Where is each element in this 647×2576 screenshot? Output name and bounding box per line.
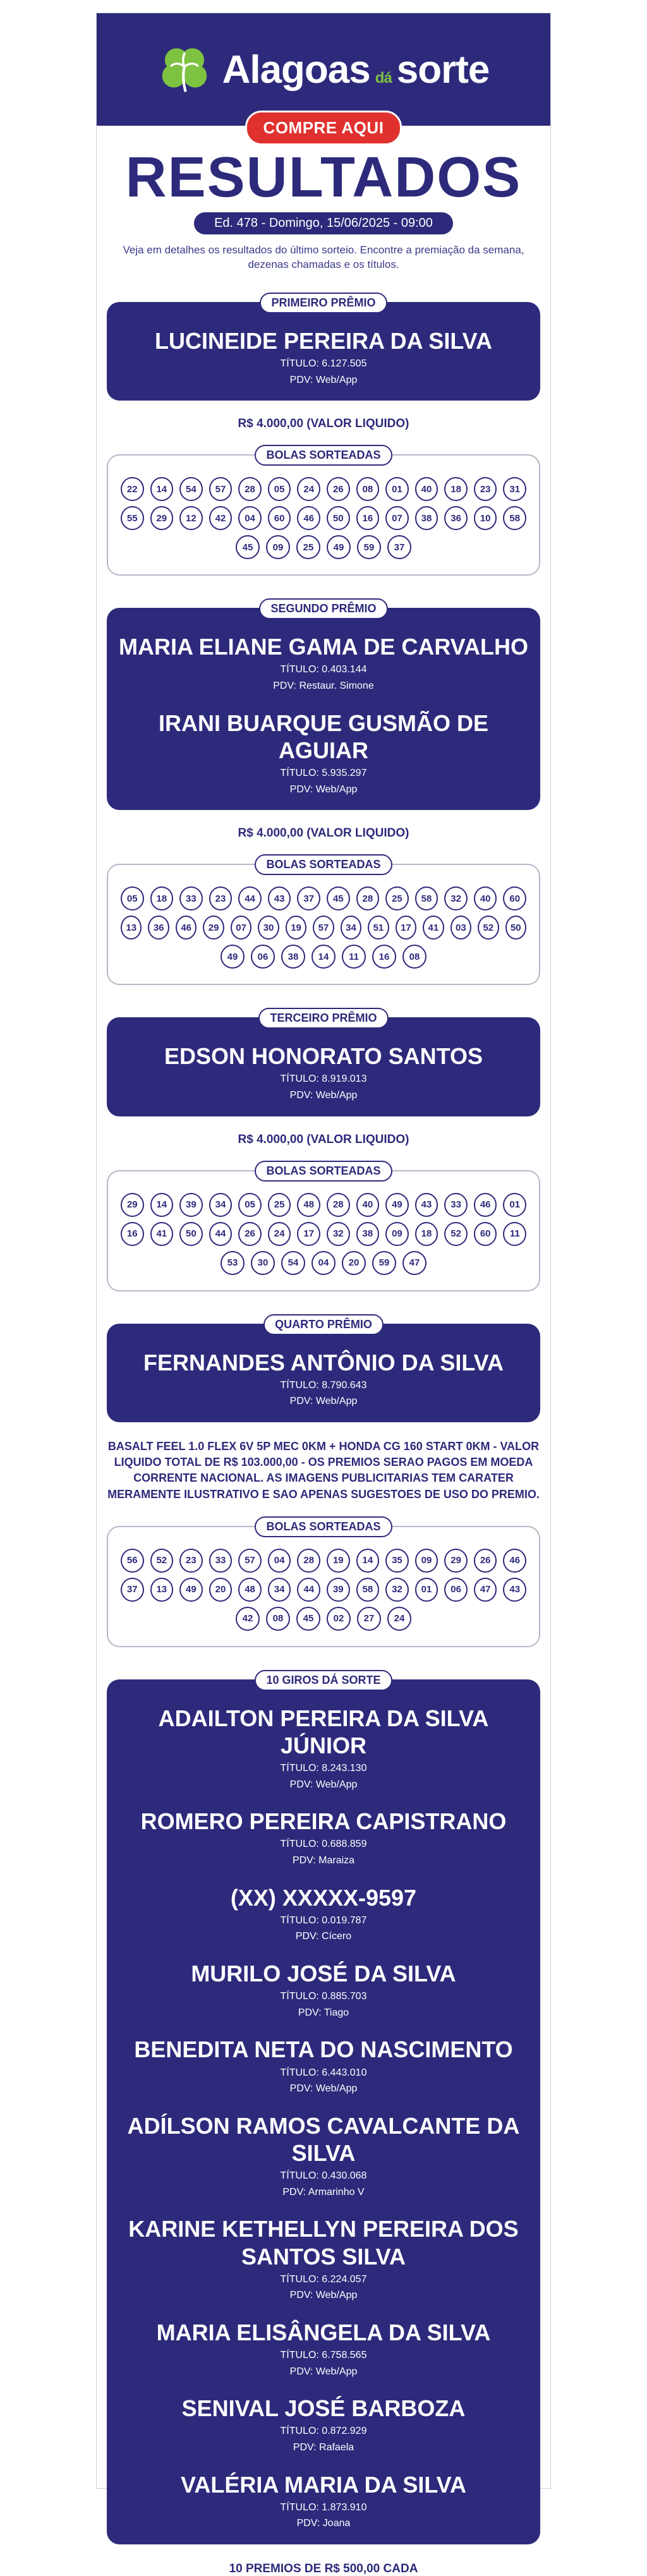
drawn-ball: 34	[341, 916, 361, 940]
drawn-ball: 47	[474, 1578, 497, 1602]
drawn-ball: 18	[444, 477, 468, 501]
balls-row	[121, 886, 526, 910]
winner-entry	[113, 1349, 534, 1408]
drawn-ball: 04	[311, 1251, 336, 1275]
winner-pdv: PDV: Restaur. Simone	[273, 680, 374, 692]
drawn-ball: 44	[209, 1222, 233, 1246]
drawn-ball: 38	[356, 1222, 380, 1246]
winner-entry	[113, 633, 534, 692]
drawn-ball: 40	[356, 1193, 380, 1217]
winner-entry	[113, 2395, 534, 2454]
prize-winner-card	[107, 1324, 540, 1422]
drawn-ball: 50	[179, 1222, 203, 1246]
drawn-ball: 41	[423, 916, 444, 940]
winner-titulo: TÍTULO: 0.688.859	[280, 1839, 367, 1850]
winner-entry	[113, 2471, 534, 2531]
balls-row	[121, 1549, 526, 1573]
drawn-ball: 48	[297, 1193, 320, 1217]
drawn-ball: 38	[415, 506, 438, 530]
winner-pdv: PDV: Web/App	[289, 374, 358, 385]
drawn-ball: 46	[176, 916, 197, 940]
drawn-ball: 28	[238, 477, 262, 501]
drawn-ball: 26	[238, 1222, 262, 1246]
drawn-ball: 23	[179, 1549, 203, 1573]
drawn-ball: 49	[385, 1193, 409, 1217]
giros-winners-card	[107, 1679, 540, 2544]
balls-row	[121, 1578, 526, 1602]
drawn-ball: 29	[444, 1549, 468, 1573]
drawn-ball: 60	[503, 886, 526, 910]
drawn-ball: 03	[450, 916, 471, 940]
drawn-ball: 29	[121, 1193, 144, 1217]
prize-value: R$ 4.000,00 (VALOR LIQUIDO)	[238, 417, 409, 431]
drawn-ball: 50	[505, 916, 526, 940]
winner-entry	[113, 2319, 534, 2378]
drawn-ball: 20	[342, 1251, 366, 1275]
drawn-ball: 25	[296, 535, 320, 559]
balls-row	[121, 1251, 526, 1275]
drawn-ball: 39	[327, 1578, 350, 1602]
drawn-ball: 46	[297, 506, 320, 530]
winner-pdv: PDV: Web/App	[289, 2366, 358, 2377]
drawn-ball: 54	[281, 1251, 305, 1275]
balls-row	[121, 916, 526, 940]
winner-titulo: TÍTULO: 0.403.144	[280, 664, 367, 675]
results-page	[96, 13, 551, 2575]
drawn-ball: 08	[402, 945, 426, 969]
drawn-ball: 43	[503, 1578, 526, 1602]
balls-row	[121, 1607, 526, 1631]
winner-entry	[113, 2112, 534, 2199]
winner-name: BENEDITA NETA DO NASCIMENTO	[134, 2036, 513, 2063]
drawn-ball: 01	[385, 477, 409, 501]
drawn-ball: 17	[396, 916, 416, 940]
drawn-ball: 57	[238, 1549, 262, 1573]
drawn-ball: 25	[385, 886, 409, 910]
winner-pdv: PDV: Web/App	[289, 1779, 358, 1790]
drawn-ball: 52	[444, 1222, 468, 1246]
drawn-ball: 16	[356, 506, 380, 530]
drawn-ball: 04	[268, 1549, 291, 1573]
winner-pdv: PDV: Rafaela	[293, 2442, 354, 2453]
drawn-ball: 25	[268, 1193, 291, 1217]
drawn-ball: 59	[372, 1251, 396, 1275]
prize-winner-card	[107, 302, 540, 401]
winner-name: MARIA ELISÂNGELA DA SILVA	[156, 2319, 491, 2345]
drawn-ball: 47	[402, 1251, 426, 1275]
prize-value: R$ 4.000,00 (VALOR LIQUIDO)	[238, 1132, 409, 1146]
balls-tag: BOLAS SORTEADAS	[97, 1161, 550, 1182]
drawn-ball: 34	[268, 1578, 291, 1602]
drawn-ball: 30	[258, 916, 279, 940]
drawn-ball: 59	[357, 535, 381, 559]
drawn-ball: 51	[368, 916, 389, 940]
drawn-ball: 17	[297, 1222, 320, 1246]
drawn-ball: 45	[296, 1607, 320, 1631]
winner-name: ROMERO PEREIRA CAPISTRANO	[140, 1808, 507, 1835]
prize-tag: TERCEIRO PRÊMIO	[97, 1008, 550, 1029]
drawn-ball: 14	[311, 945, 336, 969]
winner-name: EDSON HONORATO SANTOS	[164, 1043, 483, 1070]
drawn-ball: 05	[121, 886, 144, 910]
winner-pdv: PDV: Maraiza	[292, 1855, 355, 1866]
drawn-ball: 46	[474, 1193, 497, 1217]
winner-entry	[113, 1808, 534, 1867]
drawn-ball: 05	[238, 1193, 262, 1217]
drawn-ball: 36	[444, 506, 468, 530]
drawn-ball: 16	[372, 945, 396, 969]
drawn-ball: 09	[415, 1549, 438, 1573]
drawn-ball: 58	[356, 1578, 380, 1602]
winner-entry	[113, 710, 534, 797]
winner-pdv: PDV: Web/App	[289, 1089, 358, 1101]
drawn-ball: 29	[150, 506, 174, 530]
drawn-ball: 11	[503, 1222, 526, 1246]
drawn-ball: 43	[268, 886, 291, 910]
drawn-ball: 10	[474, 506, 497, 530]
drawn-ball: 33	[444, 1193, 468, 1217]
giros-tag: 10 GIROS DÁ SORTE	[97, 1670, 550, 1691]
winner-pdv: PDV: Joana	[296, 2518, 351, 2529]
brand-logo[interactable]: Alagoas dá sorte	[222, 47, 490, 92]
winner-titulo: TÍTULO: 0.019.787	[280, 1914, 367, 1926]
winner-titulo: TÍTULO: 0.885.703	[280, 1991, 367, 2002]
balls-tag: BOLAS SORTEADAS	[97, 445, 550, 466]
drawn-ball: 37	[121, 1578, 144, 1602]
drawn-ball: 07	[231, 916, 251, 940]
drawn-ball: 24	[387, 1607, 411, 1631]
drawn-ball: 30	[251, 1251, 275, 1275]
prize-tag: PRIMEIRO PRÊMIO	[97, 293, 550, 313]
drawn-ball: 39	[179, 1193, 203, 1217]
winner-name: KARINE KETHELLYN PEREIRA DOS SANTOS SILVA	[128, 2216, 519, 2270]
drawn-ball: 48	[238, 1578, 262, 1602]
winner-name: MARIA ELIANE GAMA DE CARVALHO	[119, 634, 528, 660]
winner-pdv: PDV: Cícero	[295, 1931, 352, 1942]
winner-name: ADAILTON PEREIRA DA SILVA JÚNIOR	[158, 1705, 489, 1758]
winner-pdv: PDV: Armarinho V	[282, 2186, 365, 2198]
drawn-ball: 58	[415, 886, 438, 910]
drawn-ball: 23	[474, 477, 497, 501]
drawn-ball: 53	[221, 1251, 245, 1275]
drawn-ball: 36	[148, 916, 169, 940]
prize-tag: QUARTO PRÊMIO	[97, 1314, 550, 1335]
drawn-ball: 35	[385, 1549, 409, 1573]
winner-name: IRANI BUARQUE GUSMÃO DE AGUIAR	[158, 710, 489, 763]
winner-entry	[113, 1960, 534, 2019]
balls-tag: BOLAS SORTEADAS	[97, 854, 550, 875]
winner-titulo: TÍTULO: 0.430.068	[280, 2170, 367, 2182]
drawn-ball: 08	[266, 1607, 290, 1631]
drawn-ball: 26	[474, 1549, 497, 1573]
drawn-ball: 11	[342, 945, 366, 969]
drawn-ball: 33	[179, 886, 203, 910]
drawn-ball: 19	[286, 916, 306, 940]
winner-name: LUCINEIDE PEREIRA DA SILVA	[154, 327, 493, 354]
winner-entry	[113, 2215, 534, 2302]
drawn-ball: 16	[121, 1222, 144, 1246]
winner-titulo: TÍTULO: 6.224.057	[280, 2273, 367, 2285]
drawn-ball: 09	[266, 535, 290, 559]
winner-titulo: TÍTULO: 6.127.505	[280, 358, 367, 370]
drawn-ball: 60	[474, 1222, 497, 1246]
drawn-ball: 57	[209, 477, 233, 501]
drawn-ball: 60	[268, 506, 291, 530]
drawn-ball: 24	[268, 1222, 291, 1246]
winner-pdv: PDV: Web/App	[289, 2083, 358, 2095]
drawn-ball: 24	[297, 477, 320, 501]
drawn-ball: 55	[121, 506, 144, 530]
clover-logo-icon	[158, 43, 211, 96]
drawn-ball: 20	[209, 1578, 233, 1602]
prize-tag: SEGUNDO PRÊMIO	[97, 598, 550, 619]
winner-name: VALÉRIA MARIA DA SILVA	[181, 2471, 466, 2498]
drawn-ball: 27	[357, 1607, 381, 1631]
drawn-balls-box	[107, 1170, 540, 1291]
balls-row	[121, 477, 526, 501]
prize-note: BASALT FEEL 1.0 FLEX 6V 5P MEC 0KM + HONDA CG 160 START 0KM - VALOR LIQUIDO TOTAL DE R$ 103.000,00 - OS PREMIOS SERAO PAGOS EM MOEDA CORRENTE NACIONAL. AS IMAGENS PUBLICITARIAS TEM CARATER MERAMENTE ILUSTRATIVO E SAO APENAS SUGESTOES DE USO DO PREMIO.	[107, 1439, 540, 1501]
drawn-ball: 23	[209, 886, 233, 910]
drawn-ball: 40	[474, 886, 497, 910]
drawn-ball: 26	[327, 477, 350, 501]
drawn-ball: 44	[297, 1578, 320, 1602]
drawn-ball: 42	[209, 506, 233, 530]
winner-entry	[113, 2036, 534, 2095]
edition-badge: Ed. 478 - Domingo, 15/06/2025 - 09:00	[194, 212, 453, 234]
drawn-ball: 45	[327, 886, 350, 910]
drawn-ball: 28	[356, 886, 380, 910]
drawn-ball: 04	[238, 506, 262, 530]
drawn-ball: 41	[150, 1222, 174, 1246]
drawn-balls-box	[107, 864, 540, 985]
winner-name: FERNANDES ANTÔNIO DA SILVA	[143, 1349, 504, 1376]
intro-text: Veja em detalhes os resultados do último sorteio. Encontre a premiação da semana, dezenas chamadas e os títulos.	[123, 244, 524, 270]
drawn-ball: 07	[385, 506, 409, 530]
drawn-ball: 33	[209, 1549, 233, 1573]
drawn-ball: 09	[385, 1222, 409, 1246]
drawn-ball: 49	[221, 945, 245, 969]
drawn-ball: 28	[327, 1193, 350, 1217]
winner-name: MURILO JOSÉ DA SILVA	[191, 1961, 456, 1986]
drawn-ball: 01	[415, 1578, 438, 1602]
drawn-ball: 32	[327, 1222, 350, 1246]
balls-row	[121, 1193, 526, 1217]
drawn-ball: 32	[444, 886, 468, 910]
prize-winner-card	[107, 608, 540, 810]
winner-titulo: TÍTULO: 0.872.929	[280, 2426, 367, 2437]
winner-titulo: TÍTULO: 1.873.910	[280, 2501, 367, 2513]
winner-entry	[113, 327, 534, 387]
drawn-ball: 44	[238, 886, 262, 910]
winner-titulo: TÍTULO: 8.243.130	[280, 1763, 367, 1774]
winner-titulo: TÍTULO: 6.443.010	[280, 2067, 367, 2078]
winner-name: ADÍLSON RAMOS CAVALCANTE DA SILVA	[127, 2112, 520, 2166]
drawn-ball: 40	[415, 477, 438, 501]
prize-value: R$ 4.000,00 (VALOR LIQUIDO)	[238, 826, 409, 840]
winner-pdv: PDV: Web/App	[289, 2290, 358, 2301]
drawn-ball: 14	[150, 477, 174, 501]
giros-footer: 10 PREMIOS DE R$ 500,00 CADA	[229, 2562, 418, 2575]
winner-titulo: TÍTULO: 5.935.297	[280, 768, 367, 778]
drawn-balls-box	[107, 454, 540, 576]
balls-row	[121, 945, 526, 969]
drawn-ball: 18	[150, 886, 174, 910]
drawn-ball: 58	[503, 506, 526, 530]
drawn-ball: 06	[444, 1578, 468, 1602]
drawn-ball: 43	[415, 1193, 438, 1217]
drawn-ball: 32	[385, 1578, 409, 1602]
winner-entry	[113, 1705, 534, 1792]
page-title: RESULTADOS	[125, 146, 522, 209]
drawn-ball: 13	[121, 916, 142, 940]
winner-pdv: PDV: Web/App	[289, 1396, 358, 1407]
balls-row	[121, 1222, 526, 1246]
drawn-ball: 52	[150, 1549, 174, 1573]
drawn-ball: 45	[236, 535, 260, 559]
drawn-ball: 22	[121, 477, 144, 501]
balls-tag: BOLAS SORTEADAS	[97, 1516, 550, 1537]
drawn-ball: 29	[203, 916, 224, 940]
drawn-ball: 54	[179, 477, 203, 501]
drawn-ball: 52	[478, 916, 499, 940]
drawn-ball: 02	[327, 1607, 351, 1631]
winner-titulo: TÍTULO: 6.758.565	[280, 2350, 367, 2361]
winner-entry	[113, 1884, 534, 1944]
site-header	[97, 13, 550, 126]
drawn-ball: 56	[121, 1549, 144, 1573]
winner-pdv: PDV: Tiago	[298, 2007, 349, 2018]
drawn-ball: 12	[179, 506, 203, 530]
drawn-ball: 14	[356, 1549, 380, 1573]
prize-winner-card	[107, 1017, 540, 1116]
balls-row	[121, 506, 526, 530]
drawn-ball: 49	[327, 535, 351, 559]
drawn-ball: 13	[150, 1578, 174, 1602]
balls-row	[121, 535, 526, 559]
drawn-ball: 18	[415, 1222, 438, 1246]
winner-pdv: PDV: Web/App	[289, 783, 358, 795]
winner-titulo: TÍTULO: 8.919.013	[280, 1073, 367, 1085]
drawn-ball: 38	[281, 945, 305, 969]
drawn-ball: 34	[209, 1193, 233, 1217]
buy-now-button[interactable]: COMPRE AQUI	[245, 111, 402, 145]
drawn-ball: 46	[503, 1549, 526, 1573]
drawn-ball: 08	[356, 477, 380, 501]
winner-name: (XX) XXXXX-9597	[230, 1884, 417, 1911]
drawn-ball: 14	[150, 1193, 174, 1217]
drawn-ball: 01	[503, 1193, 526, 1217]
drawn-ball: 06	[251, 945, 275, 969]
drawn-balls-box	[107, 1526, 540, 1647]
winner-name: SENIVAL JOSÉ BARBOZA	[181, 2395, 466, 2422]
drawn-ball: 05	[268, 477, 291, 501]
drawn-ball: 19	[327, 1549, 350, 1573]
drawn-ball: 31	[503, 477, 526, 501]
drawn-ball: 42	[236, 1607, 260, 1631]
drawn-ball: 49	[179, 1578, 203, 1602]
winner-titulo: TÍTULO: 8.790.643	[280, 1379, 367, 1391]
drawn-ball: 37	[387, 535, 411, 559]
drawn-ball: 57	[313, 916, 334, 940]
drawn-ball: 37	[297, 886, 320, 910]
prize-sections	[97, 272, 550, 1647]
drawn-ball: 50	[327, 506, 350, 530]
winner-entry	[113, 1043, 534, 1102]
drawn-ball: 28	[297, 1549, 320, 1573]
